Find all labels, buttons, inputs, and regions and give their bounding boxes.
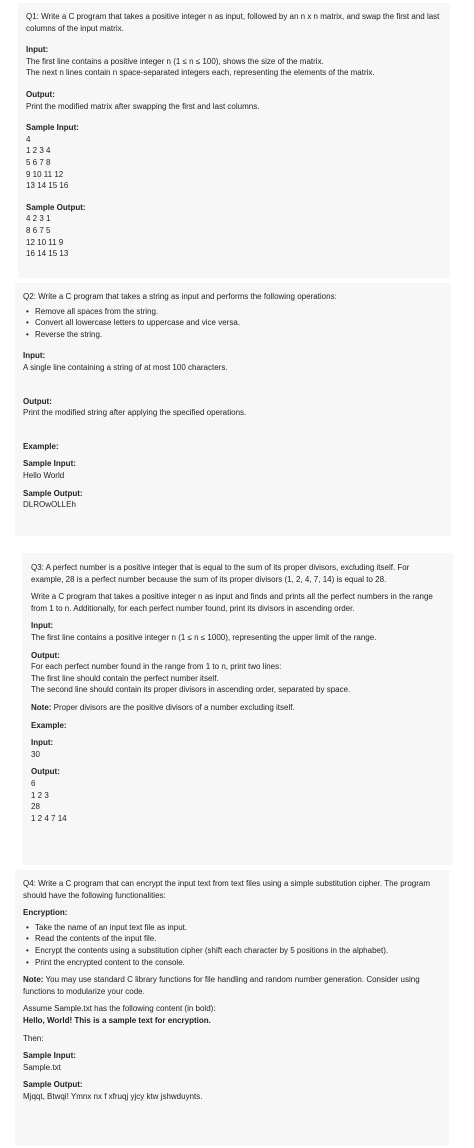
q2-output-line: Print the modified string after applying the specified operations. [23, 408, 247, 418]
q2-input-heading: Input: [23, 351, 46, 361]
q3-output-line: The second line should contain its proper divisors in ascending order, separated by space. [31, 685, 351, 695]
q3-note-label: Note: [31, 702, 52, 712]
q1-sample-input-line: 5 6 7 8 [26, 157, 51, 167]
q3-sample-output-heading: Output: [31, 767, 60, 777]
list-item: • Convert all lowercase letters to uppercase and vice versa. [26, 318, 240, 328]
q4-note [23, 974, 441, 997]
q4-statement: Q4: Write a C program that can encrypt the input text from text files using a simple substitution cipher. The program should have the following functionalities: [23, 879, 431, 900]
q4-functionality-list [23, 922, 441, 968]
bullet-icon: • [26, 922, 29, 932]
q1-output-heading: Output: [26, 89, 55, 99]
q2-operations-list [23, 306, 443, 341]
q2-example-heading: Example: [23, 441, 59, 451]
q4-sample-output-heading: Sample Output: [23, 1080, 83, 1090]
q1-sample-input-line: 1 2 3 4 [26, 146, 51, 156]
q4-note-label: Note: [23, 975, 44, 985]
q4-then: Then: [23, 1033, 44, 1043]
q1-sample-input-line: 13 14 15 16 [26, 181, 69, 191]
q4-sample-output: Mjqqt, Btwqi! Ymnx nx f xfruqj yjcy ktw jshwduynts. [23, 1091, 203, 1101]
q3-sample-output-line: 1 2 3 [31, 790, 49, 800]
q3-input-line: The first line contains a positive integer n (1 ≤ n ≤ 1000), representing the upper limit of the range. [31, 632, 377, 642]
q3-output-line: The first line should contain the perfect number itself. [31, 673, 219, 683]
q3-sample-output-line: 1 2 4 7 14 [31, 813, 67, 823]
bullet-icon: • [26, 329, 29, 339]
q4-encryption-heading: Encryption: [23, 908, 68, 918]
q3-intro: Q3: A perfect number is a positive integer that is equal to the sum of its proper divisors, excluding itself. For example, 28 is a perfect number because the sum of its proper divisors (1, 2, 4, 7, 14) is equal to 28. [31, 563, 410, 584]
q4-note-text: You may use standard C library functions for file handling and random number generation. Consider using functions to modularize your code. [23, 975, 420, 996]
q2-input-line: A single line containing a string of at most 100 characters. [23, 362, 228, 372]
q1-sample-input-heading: Sample Input: [26, 123, 79, 133]
list-item: • Take the name of an input text file as input. [26, 922, 188, 932]
list-item: • Remove all spaces from the string. [26, 306, 159, 316]
list-item: • Encrypt the contents using a substitution cipher (shift each character by 5 positions in the alphabet). [26, 945, 389, 955]
bullet-icon: • [26, 934, 29, 944]
q2-sample-input-heading: Sample Input: [23, 459, 76, 469]
q1-sample-output-line: 12 10 11 9 [26, 237, 64, 247]
q4-sample-input-heading: Sample Input: [23, 1051, 76, 1061]
q1-input-heading: Input: [26, 45, 49, 55]
q4-bold-content: Hello, World! This is a sample text for encryption. [23, 1015, 211, 1025]
list-item: • Print the encrypted content to the console. [26, 957, 185, 967]
q4-assume-line: Assume Sample.txt has the following content (in bold): [23, 1004, 216, 1014]
q2-output-heading: Output: [23, 396, 52, 406]
q2-sample-input: Hello World [23, 470, 65, 480]
question-4-card [15, 870, 449, 1146]
q4-sample-input: Sample.txt [23, 1062, 61, 1072]
question-3-card [22, 553, 453, 865]
q3-output-line: For each perfect number found in the range from 1 to n, print two lines: [31, 662, 282, 672]
q3-output-heading: Output: [31, 650, 60, 660]
q3-sample-input-heading: Input: [31, 738, 54, 748]
q3-sample-output-line: 28 [31, 802, 40, 812]
q2-sample-output: DLROwOLLEh [23, 500, 76, 510]
q1-input-line: The next n lines contain n space-separated integers each, representing the elements of the matrix. [26, 68, 375, 78]
bullet-icon: • [26, 945, 29, 955]
q3-note-text: Proper divisors are the positive divisors of a number excluding itself. [51, 702, 295, 712]
question-2-card [15, 283, 451, 536]
q3-input-heading: Input: [31, 621, 54, 631]
q3-sample-output-line: 6 [31, 778, 36, 788]
list-item: • Reverse the string. [26, 329, 103, 339]
q1-sample-input-line: 4 [26, 134, 31, 144]
bullet-icon: • [26, 318, 29, 328]
q3-example-heading: Example: [31, 720, 67, 730]
q3-note [31, 702, 444, 714]
q2-statement: Q2: Write a C program that takes a string as input and performs the following operations: [23, 292, 337, 301]
q1-output-line: Print the modified matrix after swapping the first and last columns. [26, 101, 260, 111]
q1-sample-output-line: 8 6 7 5 [26, 225, 51, 235]
q1-statement: Q1: Write a C program that takes a positive integer n as input, followed by an n x n matrix, and swap the first and last columns of the input matrix. [26, 12, 440, 33]
q1-input-line: The first line contains a positive integer n (1 ≤ n ≤ 100), shows the size of the matrix. [26, 56, 324, 66]
bullet-icon: • [26, 306, 29, 316]
q1-sample-output-line: 4 2 3 1 [26, 214, 51, 224]
q1-sample-input-line: 9 10 11 12 [26, 169, 64, 179]
q2-sample-output-heading: Sample Output: [23, 488, 83, 498]
bullet-icon: • [26, 957, 29, 967]
q3-task: Write a C program that takes a positive integer n as input and finds and prints all the perfect numbers in the range from 1 to n. Additionally, for each perfect number found, print its divisors in ascending order. [31, 592, 433, 613]
list-item: • Read the contents of the input file. [26, 934, 157, 944]
question-1-card [18, 3, 450, 278]
q1-sample-output-heading: Sample Output: [26, 202, 86, 212]
q3-sample-input: 30 [31, 749, 40, 759]
q1-sample-output-line: 16 14 15 13 [26, 249, 69, 259]
